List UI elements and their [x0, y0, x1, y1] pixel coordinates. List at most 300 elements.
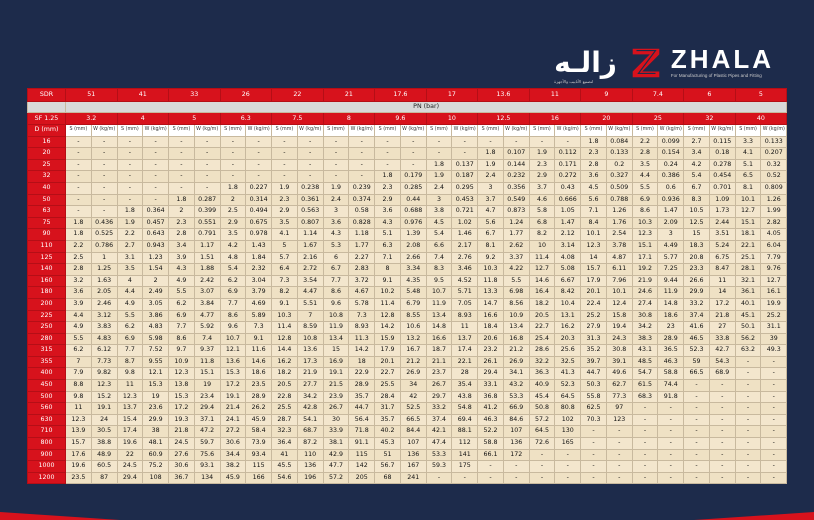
diameter-label: D (mm)	[28, 125, 66, 137]
table-cell: 9.8	[66, 391, 92, 403]
table-row	[28, 252, 787, 264]
table-cell: -	[117, 148, 143, 160]
table-cell: 136	[400, 449, 426, 461]
diameter-cell: 25	[28, 159, 66, 171]
table-cell: -	[246, 148, 272, 160]
table-cell: 23.5	[66, 472, 92, 484]
table-cell: -	[658, 438, 684, 450]
table-cell: 41	[272, 449, 298, 461]
table-cell: 54.3	[709, 356, 735, 368]
table-cell: 17.9	[581, 275, 607, 287]
table-cell: 23.2	[478, 345, 504, 357]
table-cell: 29.9	[684, 287, 710, 299]
table-cell: 31.3	[581, 333, 607, 345]
table-cell: 2.42	[194, 275, 220, 287]
table-cell: 21.2	[400, 356, 426, 368]
table-cell: -	[117, 159, 143, 171]
table-cell: 91.1	[349, 438, 375, 450]
table-cell: 0.688	[400, 206, 426, 218]
table-cell: 3	[426, 194, 452, 206]
table-cell: 5.77	[658, 252, 684, 264]
table-cell: -	[555, 472, 581, 484]
table-cell: 20.1	[375, 356, 401, 368]
table-cell: 8.42	[555, 287, 581, 299]
pn-value: 25	[632, 112, 684, 125]
table-cell: 0.936	[658, 194, 684, 206]
table-cell: 0.099	[658, 136, 684, 148]
table-cell: 42.8	[297, 403, 323, 415]
brand-tagline: For Manufacturing of Plastic Pipes and Fitting	[670, 73, 762, 78]
table-cell: 5.1	[735, 159, 761, 171]
table-cell: 18	[349, 356, 375, 368]
table-cell: -	[194, 182, 220, 194]
table-cell: 11.8	[478, 275, 504, 287]
table-cell: 28	[452, 368, 478, 380]
table-cell: 6.75	[709, 252, 735, 264]
table-cell: 4.08	[555, 252, 581, 264]
table-cell: 15.4	[117, 414, 143, 426]
table-cell: -	[735, 380, 761, 392]
table-row	[28, 426, 787, 438]
table-cell: 10.8	[323, 310, 349, 322]
table-cell: 20.8	[684, 252, 710, 264]
table-cell: 1.8	[375, 171, 401, 183]
pn-value: 16	[529, 112, 581, 125]
table-cell: 0.361	[297, 194, 323, 206]
table-cell: 1.88	[194, 264, 220, 276]
diameter-cell: 160	[28, 275, 66, 287]
table-cell: 13.2	[400, 333, 426, 345]
table-cell: 6.9	[220, 287, 246, 299]
table-cell: 33.2	[426, 403, 452, 415]
table-cell: -	[349, 148, 375, 160]
table-cell: -	[272, 148, 298, 160]
corner-accent-left	[0, 512, 120, 520]
table-cell: 43.8	[452, 391, 478, 403]
table-cell: 9.5	[426, 275, 452, 287]
arabic-brand-name: زالـه	[554, 45, 617, 79]
table-cell: 9.76	[761, 264, 787, 276]
table-cell: 5.7	[272, 252, 298, 264]
table-cell: 2.44	[709, 217, 735, 229]
table-cell: 16.4	[529, 287, 555, 299]
table-cell: 10.3	[478, 264, 504, 276]
table-cell: 8.6	[632, 206, 658, 218]
table-cell: 16.8	[503, 333, 529, 345]
table-cell: 61.5	[632, 380, 658, 392]
table-cell: 0.133	[606, 148, 632, 160]
table-cell: 28.4	[375, 391, 401, 403]
table-cell: 2.32	[246, 264, 272, 276]
table-cell: 59.3	[426, 461, 452, 473]
pipe-dimension-table	[27, 88, 787, 484]
weight-unit-label: W (kg/m)	[297, 125, 323, 137]
table-row	[28, 356, 787, 368]
table-cell: 51	[375, 449, 401, 461]
table-cell: -	[529, 136, 555, 148]
table-cell: -	[735, 414, 761, 426]
table-cell: 32.1	[735, 275, 761, 287]
table-cell: 62.5	[581, 403, 607, 415]
table-cell: 12.3	[66, 414, 92, 426]
table-cell: 1.05	[555, 206, 581, 218]
table-cell: 0.453	[452, 194, 478, 206]
table-cell: 21.2	[503, 345, 529, 357]
table-row	[28, 240, 787, 252]
table-cell: -	[684, 449, 710, 461]
table-cell: 56.2	[735, 333, 761, 345]
table-cell: 50.8	[529, 403, 555, 415]
table-cell: 24	[91, 414, 117, 426]
table-cell: 10.2	[375, 287, 401, 299]
pn-value: 40	[735, 112, 787, 125]
table-cell: 11.8	[194, 356, 220, 368]
table-cell: 2.9	[220, 217, 246, 229]
table-cell: 4.52	[452, 275, 478, 287]
table-cell: -	[735, 426, 761, 438]
table-cell: 36.1	[735, 287, 761, 299]
table-cell: 1.77	[349, 240, 375, 252]
table-cell: 1.47	[555, 217, 581, 229]
diameter-cell: 560	[28, 403, 66, 415]
table-cell: 0.179	[400, 171, 426, 183]
table-row	[28, 148, 787, 160]
table-cell: 15.1	[632, 240, 658, 252]
table-cell: 24.5	[117, 461, 143, 473]
table-cell: 42.1	[426, 426, 452, 438]
table-cell: 14.2	[349, 345, 375, 357]
table-cell: -	[503, 461, 529, 473]
table-cell: 5.78	[349, 298, 375, 310]
table-cell: 10.6	[400, 322, 426, 334]
table-cell: 48.9	[91, 449, 117, 461]
table-cell: 6.7	[684, 182, 710, 194]
table-cell: 70.3	[581, 414, 607, 426]
table-cell: 29.9	[143, 414, 169, 426]
weight-unit-label: W (kg/m)	[503, 125, 529, 137]
table-cell: 0.115	[709, 136, 735, 148]
table-cell: 13.1	[555, 310, 581, 322]
table-cell: -	[761, 472, 787, 484]
table-cell: 7.73	[91, 356, 117, 368]
table-cell: 1.76	[606, 217, 632, 229]
table-cell: 11.4	[272, 322, 298, 334]
table-cell: 2.82	[761, 217, 787, 229]
table-cell: 11	[117, 380, 143, 392]
table-cell: 10.3	[272, 310, 298, 322]
table-cell: 77.3	[606, 391, 632, 403]
table-cell: -	[555, 449, 581, 461]
table-cell: 0.144	[503, 159, 529, 171]
table-cell: 0.314	[246, 194, 272, 206]
table-cell: -	[323, 148, 349, 160]
table-cell: 3.37	[503, 252, 529, 264]
table-cell: 11	[66, 403, 92, 415]
table-cell: 7.4	[194, 333, 220, 345]
table-cell: 24.5	[169, 438, 195, 450]
table-cell: 34.2	[632, 322, 658, 334]
table-cell: 24.1	[220, 414, 246, 426]
table-cell: 30.8	[632, 310, 658, 322]
thickness-unit-label: S (mm)	[117, 125, 143, 137]
table-cell: -	[632, 449, 658, 461]
table-cell: 28.7	[272, 414, 298, 426]
table-cell: 3.84	[194, 298, 220, 310]
table-cell: 1.26	[761, 194, 787, 206]
table-cell: 10.1	[581, 229, 607, 241]
table-cell: 3.07	[194, 287, 220, 299]
table-cell: 55.8	[581, 391, 607, 403]
table-cell: 52.5	[400, 403, 426, 415]
table-cell: -	[478, 472, 504, 484]
z-emblem-icon	[627, 43, 665, 81]
table-cell: 7.7	[169, 322, 195, 334]
table-cell: 35.7	[349, 391, 375, 403]
table-cell: -	[143, 148, 169, 160]
table-cell: 72.6	[529, 438, 555, 450]
table-cell: -	[143, 194, 169, 206]
diameter-cell: 110	[28, 240, 66, 252]
table-cell: 0.2	[606, 159, 632, 171]
table-cell: 4.49	[658, 240, 684, 252]
table-cell: 38.2	[220, 461, 246, 473]
table-cell: -	[606, 472, 632, 484]
table-cell: 38.1	[323, 438, 349, 450]
table-cell: 54.1	[297, 414, 323, 426]
table-cell: -	[658, 426, 684, 438]
table-cell: 5	[272, 240, 298, 252]
table-cell: -	[735, 449, 761, 461]
table-cell: 6.12	[91, 345, 117, 357]
table-row	[28, 275, 787, 287]
sdr-value: 13.6	[478, 89, 530, 102]
diameter-cell: 355	[28, 356, 66, 368]
table-cell: 3.6	[323, 217, 349, 229]
thickness-unit-label: S (mm)	[426, 125, 452, 137]
table-cell: 4.2	[684, 159, 710, 171]
table-cell: 2.27	[349, 252, 375, 264]
table-cell: 13.7	[452, 333, 478, 345]
table-cell: 1.09	[709, 194, 735, 206]
table-cell: 15.2	[91, 391, 117, 403]
table-cell: -	[220, 159, 246, 171]
table-cell: -	[606, 449, 632, 461]
table-cell: 2	[143, 275, 169, 287]
table-cell: -	[761, 380, 787, 392]
table-cell: -	[709, 438, 735, 450]
table-cell: 10.7	[220, 333, 246, 345]
table-cell: -	[91, 194, 117, 206]
table-cell: -	[220, 171, 246, 183]
table-cell: 15.3	[169, 391, 195, 403]
table-cell: -	[246, 171, 272, 183]
table-cell: 1.8	[426, 159, 452, 171]
table-cell: 3.86	[143, 310, 169, 322]
table-cell: 11.4	[529, 252, 555, 264]
table-cell: 9.7	[169, 345, 195, 357]
table-cell: -	[169, 182, 195, 194]
table-cell: 0.643	[143, 229, 169, 241]
table-cell: 12.8	[272, 333, 298, 345]
table-cell: 38.8	[91, 438, 117, 450]
sdr-value: 17	[426, 89, 478, 102]
table-cell: 21.5	[323, 380, 349, 392]
table-cell: 13.7	[117, 403, 143, 415]
table-cell: 5.4	[220, 264, 246, 276]
table-cell: 3.83	[91, 322, 117, 334]
table-cell: 8.55	[400, 310, 426, 322]
table-cell: 42	[400, 391, 426, 403]
weight-unit-label: W (kg/m)	[400, 125, 426, 137]
table-cell: -	[452, 136, 478, 148]
table-cell: 0.207	[761, 148, 787, 160]
table-row	[28, 287, 787, 299]
table-cell: -	[606, 426, 632, 438]
weight-unit-label: W (kg/m)	[606, 125, 632, 137]
table-cell: 9.2	[478, 252, 504, 264]
table-cell: -	[194, 148, 220, 160]
table-cell: -	[761, 403, 787, 415]
table-cell: 45.5	[272, 461, 298, 473]
pn-value: 8	[323, 112, 375, 125]
table-cell: 6.04	[761, 240, 787, 252]
table-cell: 10.5	[684, 206, 710, 218]
table-row	[28, 345, 787, 357]
table-cell: 25.6	[555, 345, 581, 357]
table-cell: -	[658, 449, 684, 461]
table-cell: 47.4	[426, 438, 452, 450]
table-cell: 33.1	[478, 380, 504, 392]
table-cell: 13.6	[297, 345, 323, 357]
table-row	[28, 298, 787, 310]
table-cell: 5.5	[117, 310, 143, 322]
table-cell: -	[684, 403, 710, 415]
table-cell: 1.17	[194, 240, 220, 252]
table-cell: 23.5	[246, 380, 272, 392]
table-cell: 37.1	[194, 414, 220, 426]
table-cell: 3.5	[220, 229, 246, 241]
table-cell: 27.9	[581, 322, 607, 334]
table-cell: 1.26	[606, 206, 632, 218]
table-cell: 2.7	[684, 136, 710, 148]
table-cell: 6.6	[426, 240, 452, 252]
table-cell: 5.5	[66, 333, 92, 345]
table-cell: 87	[91, 472, 117, 484]
table-cell: 5.24	[709, 240, 735, 252]
table-cell: 1.73	[709, 206, 735, 218]
table-cell: 4.35	[400, 275, 426, 287]
table-cell: 1.43	[246, 240, 272, 252]
table-cell: 16.2	[272, 356, 298, 368]
table-cell: 11	[709, 275, 735, 287]
table-cell: 2.9	[272, 206, 298, 218]
diameter-cell: 900	[28, 449, 66, 461]
table-cell: 2.3	[169, 217, 195, 229]
table-cell: -	[709, 426, 735, 438]
table-cell: 34.2	[297, 391, 323, 403]
table-cell: 8.93	[349, 322, 375, 334]
table-cell: 33.9	[323, 426, 349, 438]
table-cell: 54.6	[272, 472, 298, 484]
table-cell: 1.9	[117, 217, 143, 229]
table-cell: 6.2	[117, 322, 143, 334]
table-cell: 5.71	[452, 287, 478, 299]
table-cell: 241	[400, 472, 426, 484]
table-cell: 6.2	[220, 275, 246, 287]
table-cell: 123	[606, 414, 632, 426]
table-cell: 68.3	[632, 391, 658, 403]
thickness-unit-label: S (mm)	[632, 125, 658, 137]
table-cell: -	[581, 426, 607, 438]
table-cell: 9.1	[375, 275, 401, 287]
table-cell: 134	[194, 472, 220, 484]
table-cell: 2.16	[297, 252, 323, 264]
table-cell: 0.828	[349, 217, 375, 229]
table-cell: 4.4	[117, 287, 143, 299]
table-cell: 58.4	[246, 426, 272, 438]
table-cell: 4.4	[66, 310, 92, 322]
table-cell: 5.1	[375, 229, 401, 241]
table-cell: 112	[452, 438, 478, 450]
table-cell: 7.3	[272, 275, 298, 287]
table-cell: -	[761, 461, 787, 473]
table-cell: 45.9	[246, 414, 272, 426]
sdr-value: 7.4	[632, 89, 684, 102]
table-cell: 0.58	[349, 206, 375, 218]
table-cell: 0.43	[555, 182, 581, 194]
table-cell: 6.79	[400, 298, 426, 310]
table-cell: 2.5	[220, 206, 246, 218]
table-cell: 2.8	[632, 148, 658, 160]
table-cell: 3.04	[246, 275, 272, 287]
table-cell: 4.3	[375, 217, 401, 229]
table-cell: 25.2	[581, 310, 607, 322]
table-cell: 23.3	[684, 264, 710, 276]
table-cell: 6.9	[169, 310, 195, 322]
table-cell: -	[323, 159, 349, 171]
table-cell: 54.8	[452, 403, 478, 415]
table-cell: 27	[709, 322, 735, 334]
weight-unit-label: W (kg/m)	[91, 125, 117, 137]
weight-unit-label: W (kg/m)	[194, 125, 220, 137]
table-cell: 0.239	[349, 182, 375, 194]
table-cell: 12.3	[91, 380, 117, 392]
table-cell: -	[658, 403, 684, 415]
table-cell: 37.4	[426, 414, 452, 426]
table-cell: 1.8	[117, 206, 143, 218]
table-cell: 21.9	[632, 275, 658, 287]
table-cell: -	[581, 438, 607, 450]
table-cell: 34	[400, 380, 426, 392]
table-cell: 59	[684, 356, 710, 368]
table-cell: 8.1	[478, 240, 504, 252]
table-cell: 107	[503, 426, 529, 438]
table-cell: 58.8	[658, 368, 684, 380]
table-cell: 9.44	[658, 275, 684, 287]
table-cell: 5.8	[529, 206, 555, 218]
table-cell: 4.67	[349, 287, 375, 299]
table-cell: 1.77	[503, 229, 529, 241]
table-cell: -	[735, 438, 761, 450]
table-cell: 40.2	[375, 426, 401, 438]
table-cell: 28.9	[246, 391, 272, 403]
table-cell: -	[375, 136, 401, 148]
table-cell: 3.6	[66, 287, 92, 299]
table-cell: -	[761, 368, 787, 380]
table-cell: -	[632, 461, 658, 473]
table-cell: 8.7	[117, 356, 143, 368]
table-cell: 66.5	[400, 414, 426, 426]
